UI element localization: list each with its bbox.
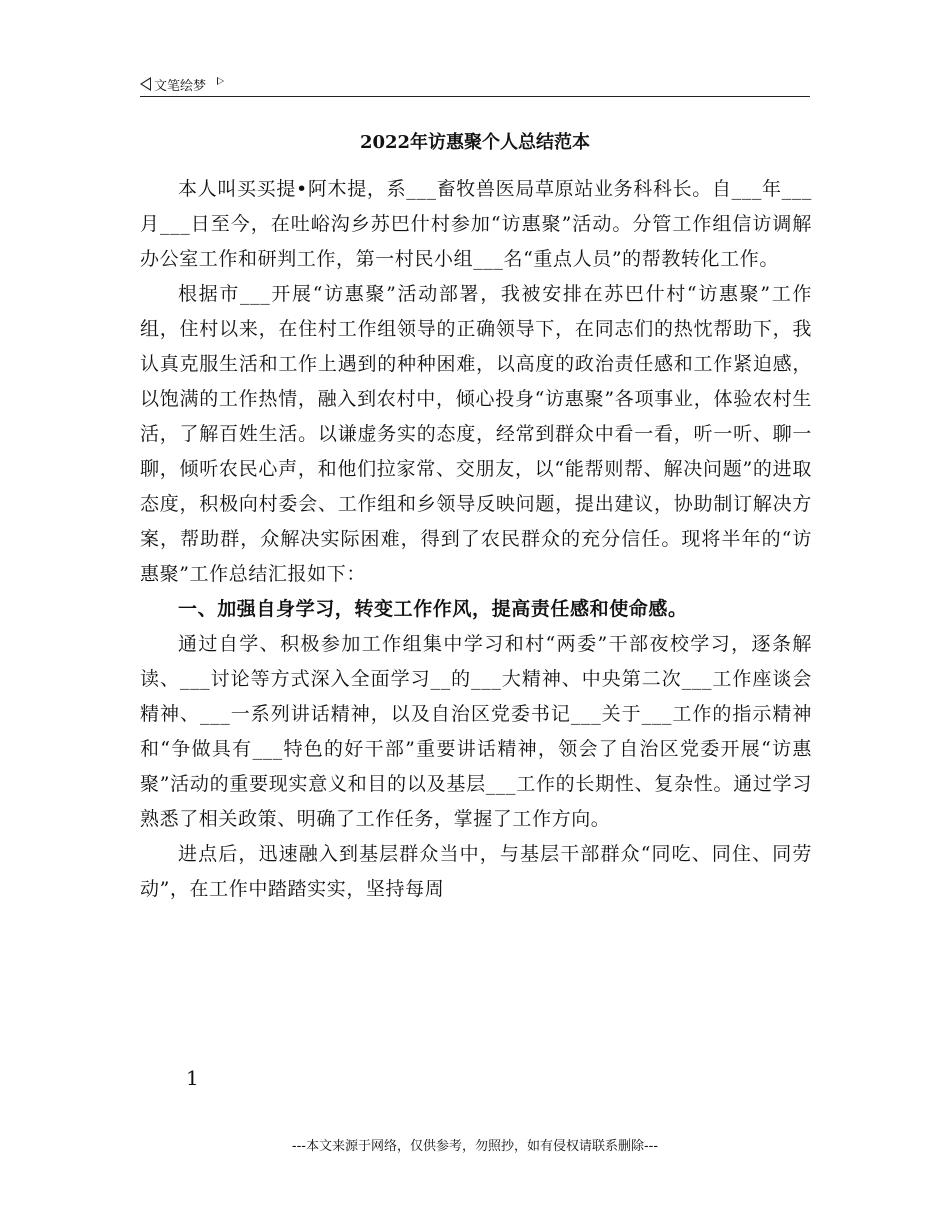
paragraph: 进点后，迅速融入到基层群众当中，与基层干部群众“同吃、同住、同劳动”，在工作中踏踏实实，坚持每周	[140, 843, 812, 900]
page-number: 1	[186, 1066, 199, 1090]
paragraph: 根据市___开展“访惠聚”活动部署，我被安排在苏巴什村“访惠聚”工作组，住村以来，在住村工作组领导的正确领导下，在同志们的热忱帮助下，我认真克服生活和工作上遇到的种种困难，以高度的政治责任感和工作紧迫感，以饱满的工作热情，融入到农村中，倾心投身“访惠聚”各项事业，体验农村生活，了解百姓生活。以谦虚务实的态度，经常到群众中看一看，听一听、聊一聊，倾听农民心声，和他们拉家常、交朋友，以“能帮则帮、解决问题”的进取态度，积极向村委会、工作组和乡领导反映问题，提出建议，协助制订解决方案，帮助群，众解决实际困难，得到了农民群众的充分信任。现将半年的“访惠聚”工作总结汇报如下：	[140, 283, 812, 585]
triangle-left-icon	[140, 77, 151, 91]
header-brand: 文笔绘梦	[154, 78, 207, 94]
document-title: 2022年访惠聚个人总结范本	[359, 132, 591, 153]
document-body	[140, 172, 812, 907]
paragraph: 本人叫买买提•阿木提，系___畜牧兽医局草原站业务科科长。自___年___月___日至今，在吐峪沟乡苏巴什村参加“访惠聚”活动。分管工作组信访调解办公室工作和研判工作，第一村民小组___名“重点人员”的帮教转化工作。	[140, 178, 812, 270]
paragraph: 通过自学、积极参加工作组集中学习和村“两委”干部夜校学习，逐条解读、___讨论等方式深入全面学习__的___大精神、中央第二次___工作座谈会精神、___一系列讲话精神，以及自治区党委书记___关于___工作的指示精神和“争做具有___特色的好干部”重要讲话精神，领会了自治区党委开展“访惠聚”活动的重要现实意义和目的以及基层___工作的长期性、复杂性。通过学习熟悉了相关政策、明确了工作任务，掌握了工作方向。	[140, 633, 812, 830]
triangle-right-icon	[217, 77, 224, 85]
footer-disclaimer: ---本文来源于网络，仅供参考，勿照抄，如有侵权请联系删除---	[291, 1139, 659, 1154]
page-header	[140, 72, 810, 97]
section-heading: 一、加强自身学习，转变工作作风，提高责任感和使命感。	[178, 598, 688, 620]
